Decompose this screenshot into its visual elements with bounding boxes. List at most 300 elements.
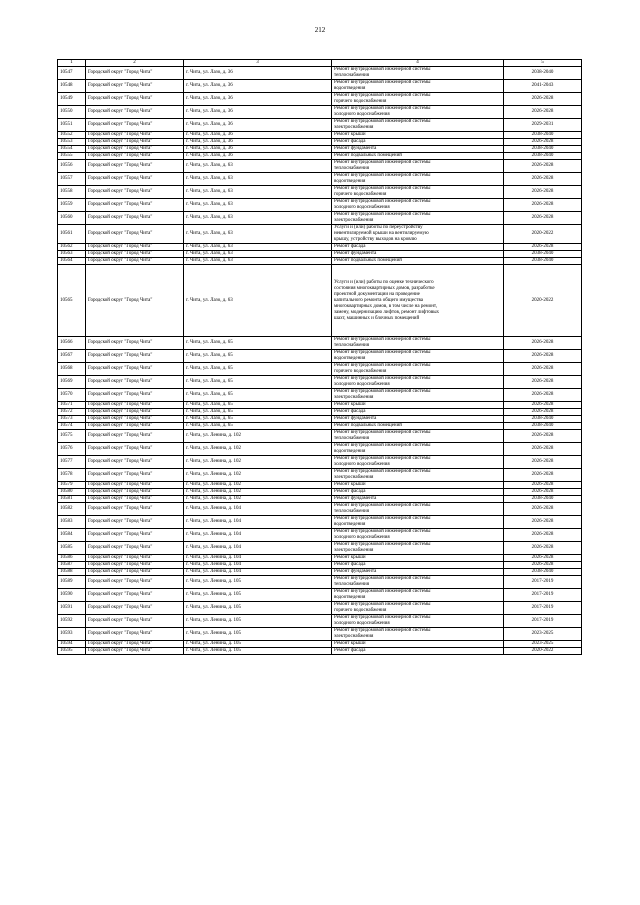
period-cell: 2026-2028: [504, 212, 582, 225]
work-type-line: холодного водоснабжения: [334, 462, 390, 467]
municipality-cell: Городской округ "Город Чита": [86, 569, 184, 576]
address-cell: г. Чита, ул. Лазо, д. 65: [184, 389, 332, 402]
work-type-line: Ремонт внутридомовой инженерной системы: [334, 589, 431, 594]
work-type-cell: [332, 555, 504, 562]
work-type-line: Ремонт внутридомовой инженерной системы: [334, 173, 431, 178]
municipality-cell: Городской округ "Город Чита": [86, 529, 184, 542]
work-type-line: Ремонт фасада: [334, 244, 366, 249]
period-cell: 2038-2040: [504, 132, 582, 139]
municipality-cell: Городской округ "Город Чита": [86, 542, 184, 555]
address-cell: г. Чита, ул. Ленина, д. 102: [184, 456, 332, 469]
period-cell: 2038-2040: [504, 153, 582, 160]
address-cell: г. Чита, ул. Лазо, д. 65: [184, 402, 332, 409]
work-type-line: Ремонт внутридомовой инженерной системы: [334, 186, 431, 191]
work-type-line: холодного водоснабжения: [334, 205, 390, 210]
period-cell: 2038-2040: [504, 251, 582, 258]
work-type-line: невентилируемой крыши на вентилируемую: [334, 231, 429, 236]
period-cell: 2026-2028: [504, 173, 582, 186]
work-type-line: Ремонт фундамента: [334, 416, 377, 421]
municipality-cell: Городской округ "Город Чита": [86, 132, 184, 139]
municipality-cell: Городской округ "Город Чита": [86, 225, 184, 244]
row-number: 10559: [58, 199, 86, 212]
municipality-cell: Городской округ "Город Чита": [86, 423, 184, 430]
period-cell: 2026-2028: [504, 562, 582, 569]
work-type-line: электроснабжения: [334, 218, 374, 223]
row-number: 10581: [58, 496, 86, 503]
municipality-cell: Городской округ "Город Чита": [86, 469, 184, 482]
municipality-cell: Городской округ "Город Чита": [86, 641, 184, 648]
work-type-cell: [332, 212, 504, 225]
municipality-cell: Городской округ "Город Чита": [86, 503, 184, 516]
address-cell: г. Чита, ул. Ленина, д. 102: [184, 443, 332, 456]
row-number: 10564: [58, 258, 86, 265]
work-type-cell: [332, 186, 504, 199]
work-type-line: Ремонт внутридомовой инженерной системы: [334, 516, 431, 521]
table-row: [58, 482, 582, 489]
period-cell: 2026-2028: [504, 409, 582, 416]
work-type-cell: [332, 542, 504, 555]
address-cell: г. Чита, ул. Лазо, д. 36: [184, 119, 332, 132]
address-cell: г. Чита, ул. Лазо, д. 63: [184, 212, 332, 225]
row-number: 10573: [58, 416, 86, 423]
work-type-line: водоотведения: [334, 356, 366, 361]
address-cell: г. Чита, ул. Ленина, д. 104: [184, 516, 332, 529]
municipality-cell: Городской округ "Город Чита": [86, 456, 184, 469]
work-type-line: Ремонт крыши: [334, 482, 366, 487]
work-type-line: Ремонт внутридомовой инженерной системы: [334, 529, 431, 534]
row-number: 10575: [58, 430, 86, 443]
period-cell: 2041-2043: [504, 80, 582, 93]
row-number: 10551: [58, 119, 86, 132]
period-cell: 2026-2028: [504, 456, 582, 469]
work-type-line: холодного водоснабжения: [334, 621, 390, 626]
address-cell: г. Чита, ул. Ленина, д. 104: [184, 569, 332, 576]
work-type-cell: [332, 173, 504, 186]
row-number: 10574: [58, 423, 86, 430]
work-type-line: электроснабжения: [334, 548, 374, 553]
row-number: 10562: [58, 244, 86, 251]
work-type-line: Ремонт фундамента: [334, 146, 377, 151]
period-cell: 2026-2028: [504, 555, 582, 562]
address-cell: г. Чита, ул. Лазо, д. 65: [184, 409, 332, 416]
address-cell: г. Чита, ул. Лазо, д. 36: [184, 67, 332, 80]
work-type-line: теплоснабжения: [334, 343, 369, 348]
work-type-line: Ремонт внутридомовой инженерной системы: [334, 389, 431, 394]
work-type-cell: [332, 251, 504, 258]
repair-schedule-table: [57, 59, 582, 655]
table-row: [58, 139, 582, 146]
row-number: 10593: [58, 628, 86, 641]
work-type-line: Ремонт внутридомовой инженерной системы: [334, 199, 431, 204]
period-cell: 2026-2028: [504, 376, 582, 389]
table-row: [58, 489, 582, 496]
column-header: 4: [332, 60, 504, 67]
work-type-cell: [332, 516, 504, 529]
table-row: [58, 160, 582, 173]
work-type-cell: [332, 456, 504, 469]
work-type-line: состояния многоквартирных домов, разработке: [334, 285, 435, 291]
table-row: [58, 423, 582, 430]
table-row: [58, 173, 582, 186]
work-type-cell: [332, 160, 504, 173]
work-type-line: Ремонт крыши: [334, 402, 366, 407]
work-type-cell: [332, 146, 504, 153]
address-cell: г. Чита, ул. Ленина, д. 102: [184, 430, 332, 443]
work-type-cell: [332, 569, 504, 576]
work-type-cell: [332, 423, 504, 430]
municipality-cell: Городской округ "Город Чита": [86, 93, 184, 106]
work-type-line: Ремонт фасада: [334, 409, 366, 414]
table-row: [58, 402, 582, 409]
period-cell: 2017-2019: [504, 602, 582, 615]
work-type-line: Ремонт фасада: [334, 562, 366, 567]
address-cell: г. Чита, ул. Лазо, д. 36: [184, 93, 332, 106]
work-type-line: Ремонт внутридомовой инженерной системы: [334, 542, 431, 547]
row-number: 10572: [58, 409, 86, 416]
table-row: [58, 350, 582, 363]
row-number: 10561: [58, 225, 86, 244]
municipality-cell: Городской округ "Город Чита": [86, 628, 184, 641]
work-type-cell: [332, 430, 504, 443]
period-cell: 2026-2028: [504, 503, 582, 516]
municipality-cell: Городской округ "Город Чита": [86, 67, 184, 80]
table-row: [58, 416, 582, 423]
work-type-cell: [332, 469, 504, 482]
work-type-cell: [332, 119, 504, 132]
work-type-cell: [332, 337, 504, 350]
work-type-line: электроснабжения: [334, 475, 374, 480]
work-type-line: замену, модернизацию лифтов, ремонт лифтовых: [334, 309, 440, 315]
address-cell: г. Чита, ул. Лазо, д. 65: [184, 423, 332, 430]
period-cell: 2023-2025: [504, 641, 582, 648]
table-row: [58, 67, 582, 80]
work-type-line: Ремонт внутридомовой инженерной системы: [334, 376, 431, 381]
municipality-cell: Городской округ "Город Чита": [86, 376, 184, 389]
work-type-line: Ремонт фасада: [334, 489, 366, 494]
table-row: [58, 443, 582, 456]
work-type-line: Услуги и (или) работы по переустройству: [334, 225, 423, 230]
work-type-cell: [332, 482, 504, 489]
address-cell: г. Чита, ул. Ленина, д. 102: [184, 469, 332, 482]
address-cell: г. Чита, ул. Ленина, д. 102: [184, 482, 332, 489]
table-row: [58, 80, 582, 93]
work-type-cell: [332, 93, 504, 106]
municipality-cell: Городской округ "Город Чита": [86, 402, 184, 409]
table-row: [58, 119, 582, 132]
municipality-cell: Городской округ "Город Чита": [86, 443, 184, 456]
work-type-line: теплоснабжения: [334, 73, 369, 78]
work-type-line: Ремонт внутридомовой инженерной системы: [334, 212, 431, 217]
row-number: 10549: [58, 93, 86, 106]
table-row: [58, 265, 582, 337]
work-type-line: Ремонт внутридомовой инженерной системы: [334, 628, 431, 633]
work-type-line: Ремонт крыши: [334, 555, 366, 560]
column-header: 5: [504, 60, 582, 67]
period-cell: 2026-2028: [504, 443, 582, 456]
municipality-cell: Городской округ "Город Чита": [86, 265, 184, 337]
table-row: [58, 376, 582, 389]
work-type-line: водоотведения: [334, 179, 366, 184]
address-cell: г. Чита, ул. Лазо, д. 65: [184, 363, 332, 376]
address-cell: г. Чита, ул. Ленина, д. 105: [184, 641, 332, 648]
work-type-line: крышу, устройству выходов на кровлю: [334, 237, 417, 242]
row-number: 10550: [58, 106, 86, 119]
work-type-line: водоотведения: [334, 86, 366, 91]
period-cell: 2026-2028: [504, 529, 582, 542]
address-cell: г. Чита, ул. Лазо, д. 63: [184, 199, 332, 212]
period-cell: 2023-2025: [504, 628, 582, 641]
work-type-cell: [332, 443, 504, 456]
work-type-line: Услуги и (или) работы по оценке технического: [334, 279, 434, 285]
table-row: [58, 409, 582, 416]
row-number: 10578: [58, 469, 86, 482]
header-row: [58, 60, 582, 67]
municipality-cell: Городской округ "Город Чита": [86, 562, 184, 569]
work-type-cell: [332, 503, 504, 516]
work-type-line: Ремонт фундамента: [334, 569, 377, 574]
municipality-cell: Городской округ "Город Чита": [86, 648, 184, 655]
address-cell: г. Чита, ул. Лазо, д. 65: [184, 416, 332, 423]
address-cell: г. Чита, ул. Лазо, д. 63: [184, 173, 332, 186]
work-type-cell: [332, 258, 504, 265]
address-cell: г. Чита, ул. Лазо, д. 63: [184, 258, 332, 265]
work-type-cell: [332, 416, 504, 423]
period-cell: 2026-2028: [504, 199, 582, 212]
work-type-line: Ремонт внутридомовой инженерной системы: [334, 106, 431, 111]
address-cell: г. Чита, ул. Лазо, д. 63: [184, 251, 332, 258]
address-cell: г. Чита, ул. Лазо, д. 36: [184, 132, 332, 139]
row-number: 10571: [58, 402, 86, 409]
period-cell: 2026-2028: [504, 489, 582, 496]
row-number: 10594: [58, 641, 86, 648]
row-number: 10555: [58, 153, 86, 160]
table-row: [58, 516, 582, 529]
municipality-cell: Городской округ "Город Чита": [86, 186, 184, 199]
period-cell: 2017-2019: [504, 615, 582, 628]
address-cell: г. Чита, ул. Ленина, д. 104: [184, 562, 332, 569]
work-type-line: Ремонт подвальных помещений: [334, 258, 402, 263]
table-row: [58, 430, 582, 443]
period-cell: 2026-2028: [504, 482, 582, 489]
work-type-line: многоквартирных домов, в том числе на ремонт,: [334, 303, 437, 309]
row-number: 10583: [58, 516, 86, 529]
work-type-line: теплоснабжения: [334, 509, 369, 514]
address-cell: г. Чита, ул. Лазо, д. 63: [184, 186, 332, 199]
period-cell: 2038-2040: [504, 496, 582, 503]
row-number: 10567: [58, 350, 86, 363]
row-number: 10553: [58, 139, 86, 146]
work-type-line: Ремонт фасада: [334, 648, 366, 653]
column-header: 3: [184, 60, 332, 67]
address-cell: г. Чита, ул. Лазо, д. 63: [184, 160, 332, 173]
work-type-line: Ремонт внутридомовой инженерной системы: [334, 469, 431, 474]
row-number: 10588: [58, 569, 86, 576]
row-number: 10592: [58, 615, 86, 628]
row-number: 10580: [58, 489, 86, 496]
table-row: [58, 648, 582, 655]
period-cell: 2020-2022: [504, 225, 582, 244]
work-type-line: проектной документации на проведение: [334, 291, 420, 297]
row-number: 10556: [58, 160, 86, 173]
address-cell: г. Чита, ул. Ленина, д. 104: [184, 542, 332, 555]
municipality-cell: Городской округ "Город Чита": [86, 244, 184, 251]
row-number: 10570: [58, 389, 86, 402]
address-cell: г. Чита, ул. Ленина, д. 105: [184, 602, 332, 615]
work-type-cell: [332, 496, 504, 503]
table-row: [58, 529, 582, 542]
work-type-line: Ремонт крыши: [334, 641, 366, 646]
period-cell: 2026-2028: [504, 402, 582, 409]
period-cell: 2038-2040: [504, 416, 582, 423]
period-cell: 2020-2022: [504, 265, 582, 337]
municipality-cell: Городской округ "Город Чита": [86, 212, 184, 225]
work-type-line: капитального ремонта общего имущества: [334, 297, 424, 303]
period-cell: 2038-2040: [504, 258, 582, 265]
table-row: [58, 258, 582, 265]
row-number: 10547: [58, 67, 86, 80]
work-type-line: Ремонт внутридомовой инженерной системы: [334, 443, 431, 448]
period-cell: 2026-2028: [504, 186, 582, 199]
work-type-line: Ремонт фундамента: [334, 496, 377, 501]
table-row: [58, 389, 582, 402]
address-cell: г. Чита, ул. Лазо, д. 63: [184, 265, 332, 337]
row-number: 10577: [58, 456, 86, 469]
work-type-line: водоотведения: [334, 595, 366, 600]
table-row: [58, 628, 582, 641]
municipality-cell: Городской округ "Город Чита": [86, 496, 184, 503]
municipality-cell: Городской округ "Город Чита": [86, 516, 184, 529]
work-type-cell: [332, 602, 504, 615]
address-cell: г. Чита, ул. Лазо, д. 36: [184, 146, 332, 153]
table-row: [58, 496, 582, 503]
table-body: [58, 67, 582, 655]
table-row: [58, 225, 582, 244]
municipality-cell: Городской округ "Город Чита": [86, 576, 184, 589]
period-cell: 2026-2028: [504, 516, 582, 529]
work-type-cell: [332, 225, 504, 244]
work-type-line: Ремонт подвальных помещений: [334, 153, 402, 158]
municipality-cell: Городской округ "Город Чита": [86, 602, 184, 615]
work-type-line: горячего водоснабжения: [334, 99, 387, 104]
work-type-cell: [332, 648, 504, 655]
row-number: 10566: [58, 337, 86, 350]
row-number: 10576: [58, 443, 86, 456]
municipality-cell: Городской округ "Город Чита": [86, 430, 184, 443]
period-cell: 2026-2028: [504, 350, 582, 363]
address-cell: г. Чита, ул. Ленина, д. 105: [184, 576, 332, 589]
table-row: [58, 93, 582, 106]
address-cell: г. Чита, ул. Лазо, д. 65: [184, 376, 332, 389]
work-type-cell: [332, 529, 504, 542]
address-cell: г. Чита, ул. Ленина, д. 104: [184, 529, 332, 542]
municipality-cell: Городской округ "Город Чита": [86, 589, 184, 602]
row-number: 10554: [58, 146, 86, 153]
column-header: 1: [58, 60, 86, 67]
work-type-line: холодного водоснабжения: [334, 535, 390, 540]
work-type-cell: [332, 80, 504, 93]
address-cell: г. Чита, ул. Лазо, д. 36: [184, 106, 332, 119]
work-type-line: Ремонт внутридомовой инженерной системы: [334, 602, 431, 607]
column-header: 2: [86, 60, 184, 67]
work-type-line: Ремонт внутридомовой инженерной системы: [334, 337, 431, 342]
work-type-cell: [332, 67, 504, 80]
work-type-line: Ремонт фасада: [334, 139, 366, 144]
table-row: [58, 212, 582, 225]
municipality-cell: Городской округ "Город Чита": [86, 363, 184, 376]
table-row: [58, 602, 582, 615]
address-cell: г. Чита, ул. Ленина, д. 102: [184, 489, 332, 496]
work-type-line: горячего водоснабжения: [334, 192, 387, 197]
municipality-cell: Городской округ "Город Чита": [86, 173, 184, 186]
row-number: 10579: [58, 482, 86, 489]
work-type-line: теплоснабжения: [334, 166, 369, 171]
municipality-cell: Городской округ "Город Чита": [86, 251, 184, 258]
work-type-line: Ремонт крыши: [334, 132, 366, 137]
period-cell: 2017-2019: [504, 576, 582, 589]
period-cell: 2029-2031: [504, 119, 582, 132]
address-cell: г. Чита, ул. Ленина, д. 102: [184, 496, 332, 503]
work-type-line: Ремонт внутридомовой инженерной системы: [334, 363, 431, 368]
period-cell: 2038-2040: [504, 67, 582, 80]
address-cell: г. Чита, ул. Лазо, д. 63: [184, 244, 332, 251]
work-type-line: теплоснабжения: [334, 582, 369, 587]
work-type-cell: [332, 139, 504, 146]
table-row: [58, 562, 582, 569]
table-row: [58, 641, 582, 648]
work-type-line: холодного водоснабжения: [334, 382, 390, 387]
table-row: [58, 576, 582, 589]
period-cell: 2038-2040: [504, 569, 582, 576]
work-type-cell: [332, 615, 504, 628]
address-cell: г. Чита, ул. Ленина, д. 105: [184, 615, 332, 628]
table-row: [58, 153, 582, 160]
work-type-line: Ремонт внутридомовой инженерной системы: [334, 93, 431, 98]
work-type-line: Ремонт внутридомовой инженерной системы: [334, 160, 431, 165]
period-cell: 2026-2028: [504, 106, 582, 119]
period-cell: 2026-2028: [504, 139, 582, 146]
work-type-line: горячего водоснабжения: [334, 369, 387, 374]
work-type-line: Ремонт внутридомовой инженерной системы: [334, 67, 431, 72]
work-type-line: Ремонт внутридомовой инженерной системы: [334, 119, 431, 124]
work-type-cell: [332, 199, 504, 212]
work-type-line: теплоснабжения: [334, 436, 369, 441]
work-type-cell: [332, 589, 504, 602]
work-type-cell: [332, 376, 504, 389]
row-number: 10569: [58, 376, 86, 389]
work-type-cell: [332, 409, 504, 416]
row-number: 10587: [58, 562, 86, 569]
period-cell: 2026-2028: [504, 542, 582, 555]
work-type-cell: [332, 576, 504, 589]
municipality-cell: Городской округ "Город Чита": [86, 80, 184, 93]
table-row: [58, 186, 582, 199]
table-row: [58, 337, 582, 350]
row-number: 10591: [58, 602, 86, 615]
period-cell: 2026-2028: [504, 430, 582, 443]
row-number: 10552: [58, 132, 86, 139]
period-cell: 2038-2040: [504, 423, 582, 430]
row-number: 10582: [58, 503, 86, 516]
work-type-line: шахт, машинных и блочных помещений: [334, 315, 420, 321]
address-cell: г. Чита, ул. Лазо, д. 36: [184, 153, 332, 160]
period-cell: 2026-2028: [504, 389, 582, 402]
municipality-cell: Городской округ "Город Чита": [86, 389, 184, 402]
row-number: 10548: [58, 80, 86, 93]
table-row: [58, 469, 582, 482]
row-number: 10565: [58, 265, 86, 337]
work-type-line: Ремонт подвальных помещений: [334, 423, 402, 428]
table-row: [58, 146, 582, 153]
